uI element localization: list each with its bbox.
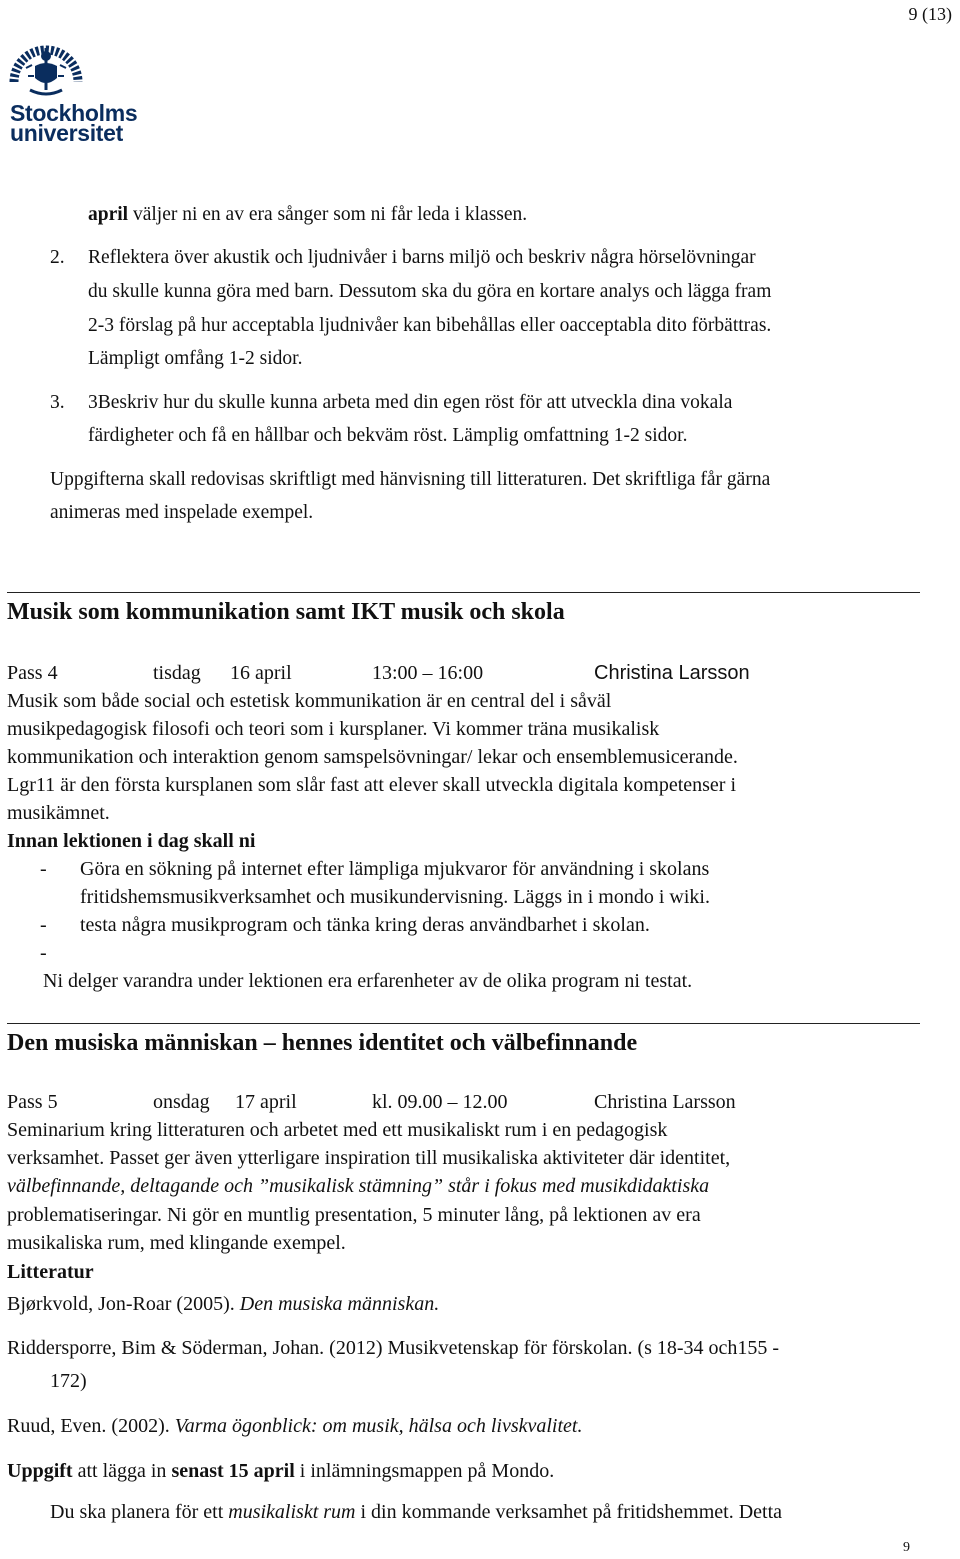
section-divider — [7, 1023, 920, 1024]
bullet-text: fritidshemsmusikverksamhet och musikundervisning. Läggs in i mondo i wiki. — [80, 886, 710, 908]
bullet-dash: - — [40, 942, 47, 964]
paragraph-line: Seminarium kring litteraturen och arbetet med ett musikaliskt rum i en pedagogisk — [7, 1119, 668, 1141]
logo-text-line1: Stockholms — [10, 100, 138, 126]
paragraph-text: väljer ni en av era sånger som ni får leda i klassen. — [128, 204, 528, 225]
section-heading: Musik som kommunikation samt IKT musik och skola — [7, 599, 565, 625]
paragraph-line — [50, 1498, 782, 1526]
paragraph-line: Lgr11 är den första kursplanen som slår fast att elever skall utveckla digitala kompetenser i — [7, 774, 737, 796]
italic-text: musikaliskt rum — [228, 1501, 356, 1523]
list-item-line: 3Beskriv hur du skulle kunna arbeta med din egen röst för att utveckla dina vokala — [88, 392, 733, 413]
literature-heading: Litteratur — [7, 1261, 94, 1283]
bold-text: Uppgift — [7, 1460, 73, 1482]
assignment-text: i inlämningsmappen på Mondo. — [294, 1460, 555, 1482]
bullet-text: Ni delger varandra under lektionen era erfarenheter av de olika program ni testat. — [43, 970, 693, 992]
session-date: 17 april — [235, 1091, 297, 1113]
paragraph-text: Du ska planera för ett — [50, 1501, 229, 1523]
list-item-line: Lämpligt omfång 1-2 sidor. — [88, 348, 303, 369]
bullet-dash: - — [40, 914, 47, 936]
session-time: kl. 09.00 – 12.00 — [372, 1091, 508, 1113]
reference-text: Bjørkvold, Jon-Roar (2005). — [7, 1293, 240, 1315]
reference-item: Riddersporre, Bim & Söderman, Johan. (2012) Musikvetenskap för förskolan. (s 18-34 och155 - — [7, 1337, 780, 1359]
paragraph-line: Uppgifterna skall redovisas skriftligt med hänvisning till litteraturen. Det skriftliga får gärna — [50, 469, 771, 490]
reference-text: Ruud, Even. (2002). — [7, 1415, 175, 1437]
logo-text-line2: universitet — [10, 120, 124, 146]
bold-text: april — [88, 204, 129, 225]
assignment-text: att lägga in — [72, 1460, 172, 1482]
reference-title: Den musiska människan. — [239, 1293, 440, 1315]
bullet-dash: - — [40, 858, 47, 880]
session-time: 13:00 – 16:00 — [372, 662, 484, 684]
bold-text: senast 15 april — [171, 1460, 295, 1482]
reference-title: Varma ögonblick: om musik, hälsa och livskvalitet. — [174, 1415, 583, 1437]
list-item-line: färdigheter och få en hållbar och bekväm röst. Lämplig omfattning 1-2 sidor. — [88, 425, 688, 446]
list-number: 3. — [50, 392, 65, 413]
paragraph-text: i din kommande verksamhet på fritidshemmet. Detta — [355, 1501, 783, 1523]
session-label: Pass 4 — [7, 662, 58, 684]
paragraph-line: musikpedagogisk filosofi och teori som i kursplaner. Vi kommer träna musikalisk — [7, 718, 660, 740]
subheading: Innan lektionen i dag skall ni — [7, 830, 256, 852]
list-item-line: du skulle kunna göra med barn. Dessutom ska du göra en kortare analys och lägga fram — [88, 281, 772, 302]
session-date: 16 april — [230, 662, 292, 684]
list-item-line: Reflektera över akustik och ljudnivåer i barns miljö och beskriv några hörselövningar — [88, 247, 756, 268]
session-teacher: Christina Larsson — [594, 662, 750, 684]
session-day: onsdag — [153, 1091, 210, 1113]
university-seal-icon — [8, 38, 84, 102]
section-divider — [7, 592, 920, 593]
paragraph-line: musikaliska rum, med klingande exempel. — [7, 1232, 346, 1254]
paragraph-line: verksamhet. Passet ger även ytterligare inspiration till musikaliska aktiviteter där identitet, — [7, 1147, 731, 1169]
bullet-text: testa några musikprogram och tänka kring deras användbarhet i skolan. — [80, 914, 650, 936]
assignment-line — [7, 1457, 554, 1485]
paragraph-line: kommunikation och interaktion genom samspelsövningar/ lekar och ensemblemusicerande. — [7, 746, 738, 768]
page-number-footer: 9 — [903, 1540, 910, 1555]
paragraph-line: animeras med inspelade exempel. — [50, 502, 314, 523]
bullet-text: Göra en sökning på internet efter lämpliga mjukvaror för användning i skolans — [80, 858, 710, 880]
page-number-header: 9 (13) — [908, 4, 952, 24]
session-teacher: Christina Larsson — [594, 1091, 736, 1113]
reference-item — [7, 1290, 439, 1318]
list-item-line: 2-3 förslag på hur acceptabla ljudnivåer kan bibehållas eller oacceptabla dito förbättras. — [88, 315, 772, 336]
paragraph-line: Musik som både social och estetisk kommunikation är en central del i såväl — [7, 690, 612, 712]
paragraph-line — [88, 201, 527, 229]
paragraph-line: problematiseringar. Ni gör en muntlig presentation, 5 minuter lång, på lektionen av era — [7, 1204, 701, 1226]
section-heading: Den musiska människan – hennes identitet och välbefinnande — [7, 1030, 638, 1056]
session-day: tisdag — [153, 662, 201, 684]
paragraph-line: musikämnet. — [7, 802, 110, 824]
list-number: 2. — [50, 247, 65, 268]
reference-item — [7, 1412, 582, 1440]
reference-item-cont: 172) — [50, 1370, 87, 1392]
university-logo — [6, 38, 138, 146]
session-label: Pass 5 — [7, 1091, 58, 1113]
paragraph-line-italic: välbefinnande, deltagande och ”musikalisk stämning” står i fokus med musikdidaktiska — [7, 1175, 710, 1197]
